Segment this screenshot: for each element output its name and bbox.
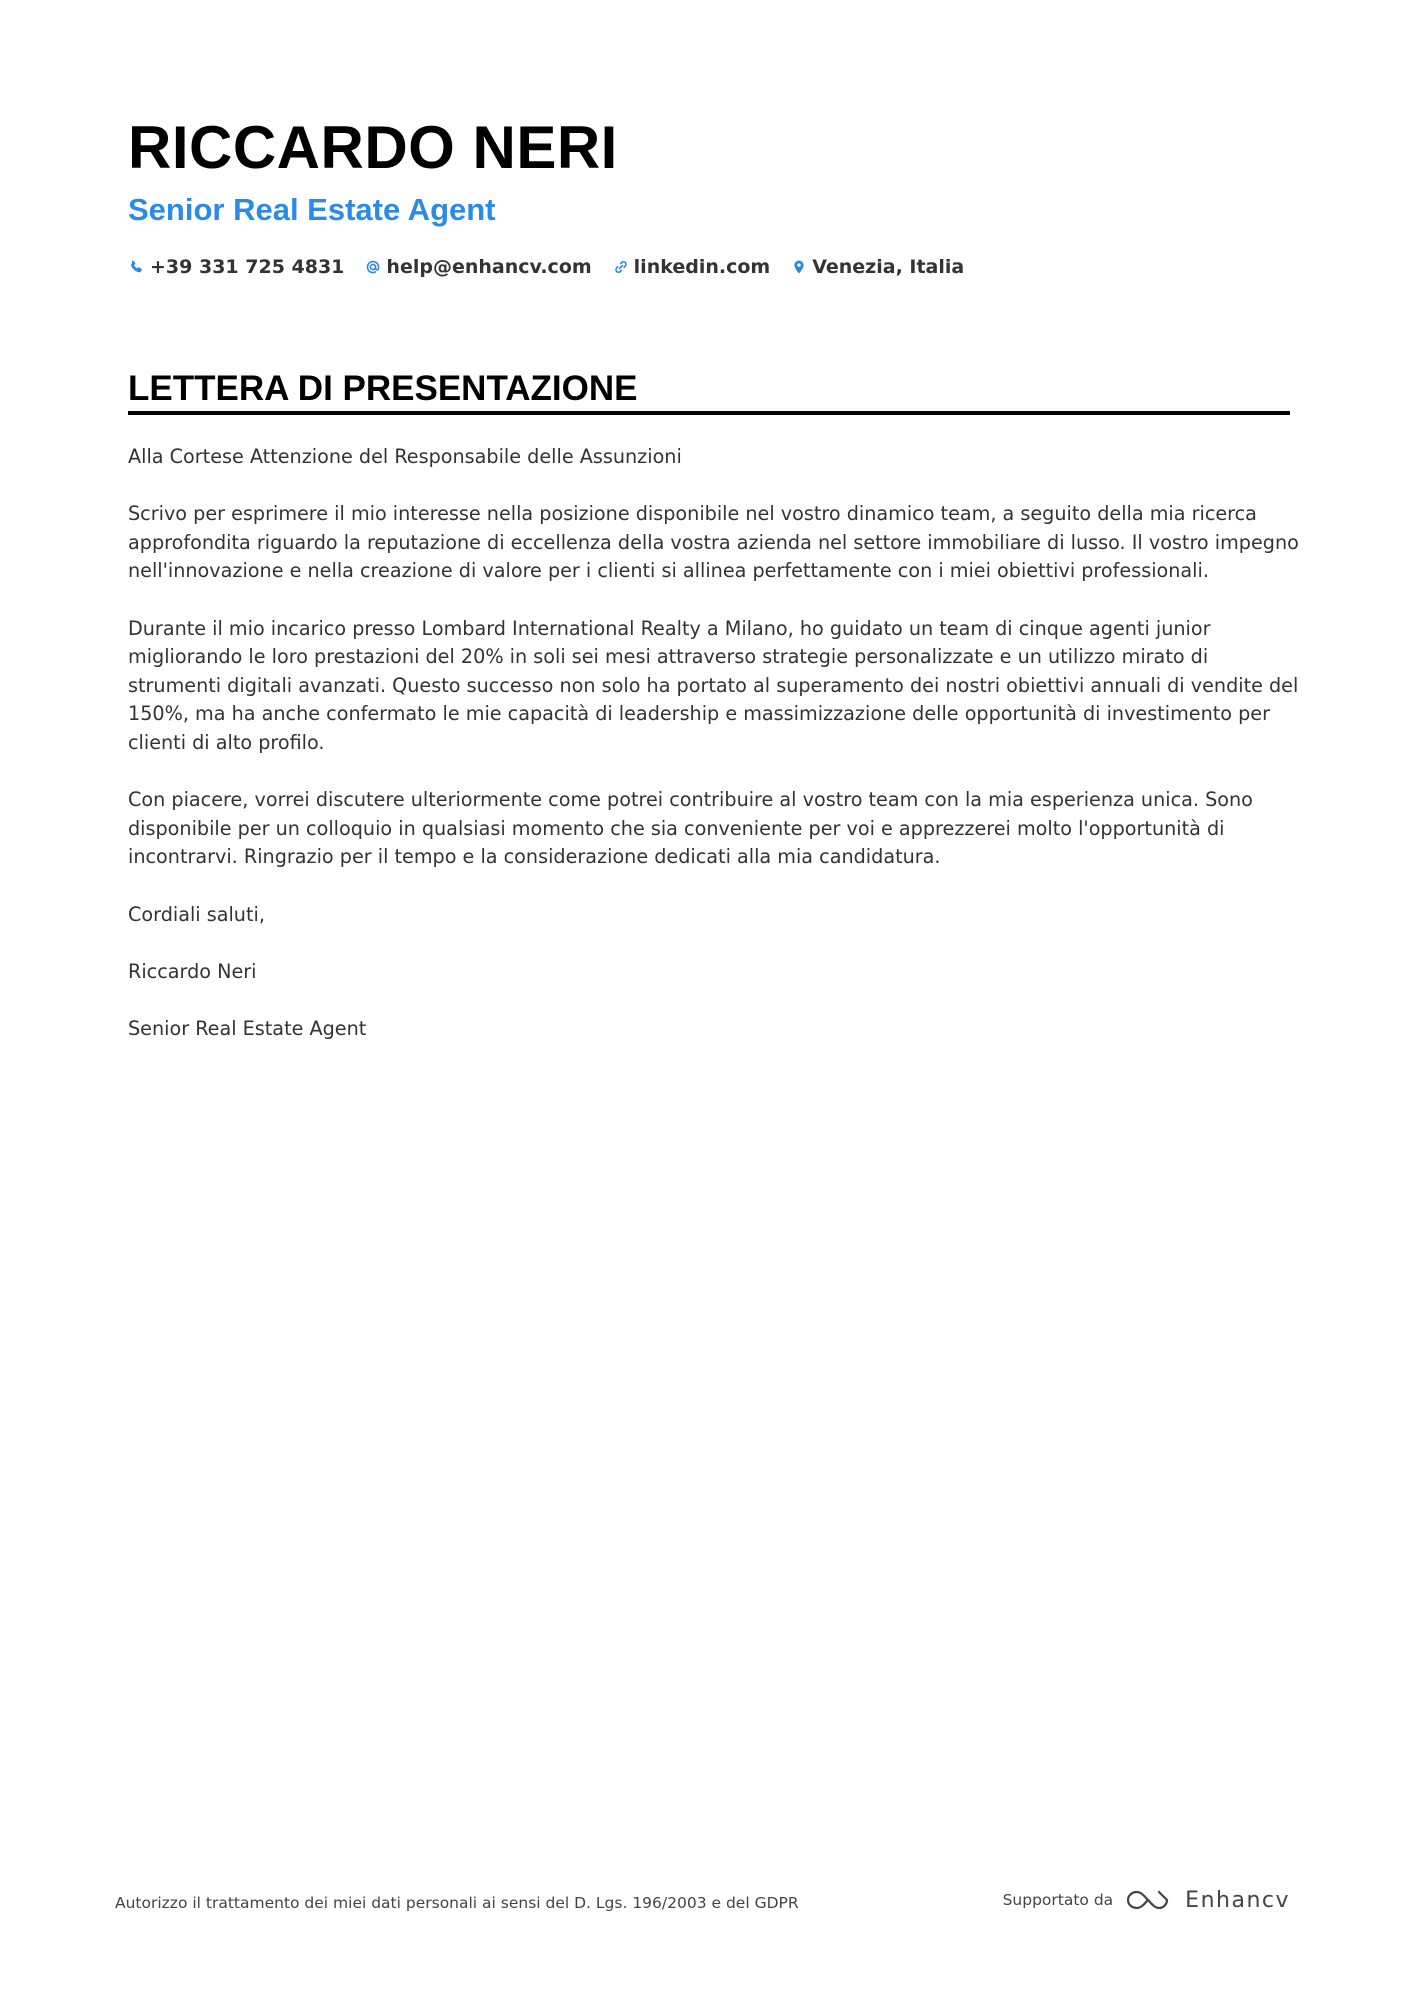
- contact-email[interactable]: [364, 256, 591, 278]
- letter-closing: Cordiali saluti,: [128, 902, 265, 926]
- contact-phone: [128, 256, 344, 278]
- section-title: LETTERA DI PRESENTAZIONE: [128, 369, 638, 408]
- contact-bar: [128, 252, 984, 282]
- contact-linkedin-text[interactable]: linkedin.com: [633, 256, 771, 278]
- at-icon: [364, 258, 382, 276]
- signature-role: Senior Real Estate Agent: [128, 1016, 367, 1040]
- letter-salutation: Alla Cortese Attenzione del Responsabile delle Assunzioni: [128, 445, 682, 468]
- location-pin-icon: [790, 258, 808, 276]
- letter-paragraph: Con piacere, vorrei discutere ulteriormente come potrei contribuire al vostro team con la mia esperienza unica. Sono disponibile per un colloquio in qualsiasi momento che sia conveniente per voi e apprezzerei molto l'opportunità di incontrarvi. Ringrazio per il tempo e la considerazione dedicati alla mia candidatura.: [128, 788, 1253, 869]
- powered-by[interactable]: [1003, 1886, 1290, 1914]
- link-icon: [612, 258, 630, 276]
- contact-email-text[interactable]: help@enhancv.com: [386, 256, 592, 278]
- section-divider: [128, 411, 1290, 415]
- enhancv-brand-name: Enhancv: [1185, 1887, 1290, 1913]
- contact-phone-text: +39 331 725 4831: [150, 256, 345, 278]
- contact-location: [790, 256, 964, 278]
- contact-linkedin[interactable]: [612, 256, 771, 278]
- privacy-consent-note: Autorizzo il trattamento dei miei dati personali ai sensi del D. Lgs. 196/2003 e del GDPR: [115, 1894, 799, 1912]
- signature-name: Riccardo Neri: [128, 959, 257, 983]
- letter-paragraph: Scrivo per esprimere il mio interesse nella posizione disponibile nel vostro dinamico team, a seguito della mia ricerca approfondita riguardo la reputazione di eccellenza della vostra azienda nel settore immobiliare di lusso. Il vostro impegno nell'innovazione e nella creazione di valore per i clienti si allinea perfettamente con i miei obiettivi professionali.: [128, 502, 1299, 583]
- phone-icon: [128, 258, 146, 276]
- powered-by-label: Supportato da: [1002, 1891, 1114, 1909]
- contact-location-text: Venezia, Italia: [812, 256, 965, 278]
- letter-body: [128, 443, 1303, 1072]
- candidate-name: RICCARDO NERI: [128, 114, 618, 181]
- enhancv-logo-icon: [1125, 1886, 1171, 1914]
- candidate-role: Senior Real Estate Agent: [128, 192, 496, 227]
- letter-paragraph: Durante il mio incarico presso Lombard International Realty a Milano, ho guidato un team di cinque agenti junior migliorando le loro prestazioni del 20% in soli sei mesi attraverso strategie personalizzate e un utilizzo mirato di strumenti digitali avanzati. Questo successo non solo ha portato al superamento dei nostri obiettivi annuali di vendite del 150%, ma ha anche confermato le mie capacità di leadership e massimizzazione delle opportunità di investimento per clienti di alto profilo.: [128, 616, 1299, 754]
